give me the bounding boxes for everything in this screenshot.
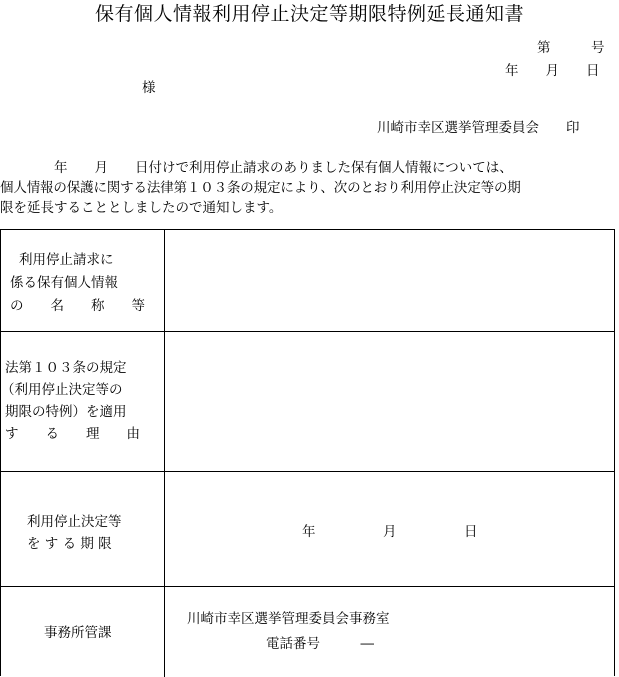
row2-label-line: す る 理 由 xyxy=(5,426,140,442)
body-line: 個人情報の保護に関する法律第１０３条の規定により、次のとおり利用停止決定等の期 xyxy=(0,180,521,196)
row2-label-line: （利用停止決定等の xyxy=(1,382,123,398)
column-divider xyxy=(164,230,165,677)
document-number: 第 号 xyxy=(537,40,605,56)
document-date: 年 月 日 xyxy=(505,63,600,79)
body-line: 年 月 日付けで利用停止請求のありました保有個人情報については、 xyxy=(0,160,513,176)
addressee-honorific: 様 xyxy=(142,80,156,96)
row4-label-line: 事務所管課 xyxy=(44,625,112,641)
row1-label-line: 係る保有個人情報 xyxy=(10,275,118,291)
row-divider xyxy=(1,586,614,587)
row2-label-line: 法第１０３条の規定 xyxy=(5,360,127,376)
row1-label-line: 利用停止請求に xyxy=(19,252,114,268)
deadline-date[interactable]: 年 月 日 xyxy=(302,524,478,540)
sender-name: 川崎市幸区選挙管理委員会 印 xyxy=(377,120,580,136)
row-divider xyxy=(1,471,614,472)
body-line: 限を延長することとしましたので通知します。 xyxy=(0,200,283,216)
row3-label-line: を す る 期 限 xyxy=(27,536,112,552)
office-name: 川崎市幸区選挙管理委員会事務室 xyxy=(187,611,390,627)
page-title: 保有個人情報利用停止決定等期限特例延長通知書 xyxy=(94,3,524,25)
info-table xyxy=(0,229,615,676)
row-divider xyxy=(1,331,614,332)
row1-label-line: の 名 称 等 xyxy=(10,298,145,314)
row3-label-line: 利用停止決定等 xyxy=(27,514,122,530)
phone-number[interactable]: 電話番号 ― xyxy=(266,636,374,652)
row2-label-line: 期限の特例）を適用 xyxy=(5,404,127,420)
